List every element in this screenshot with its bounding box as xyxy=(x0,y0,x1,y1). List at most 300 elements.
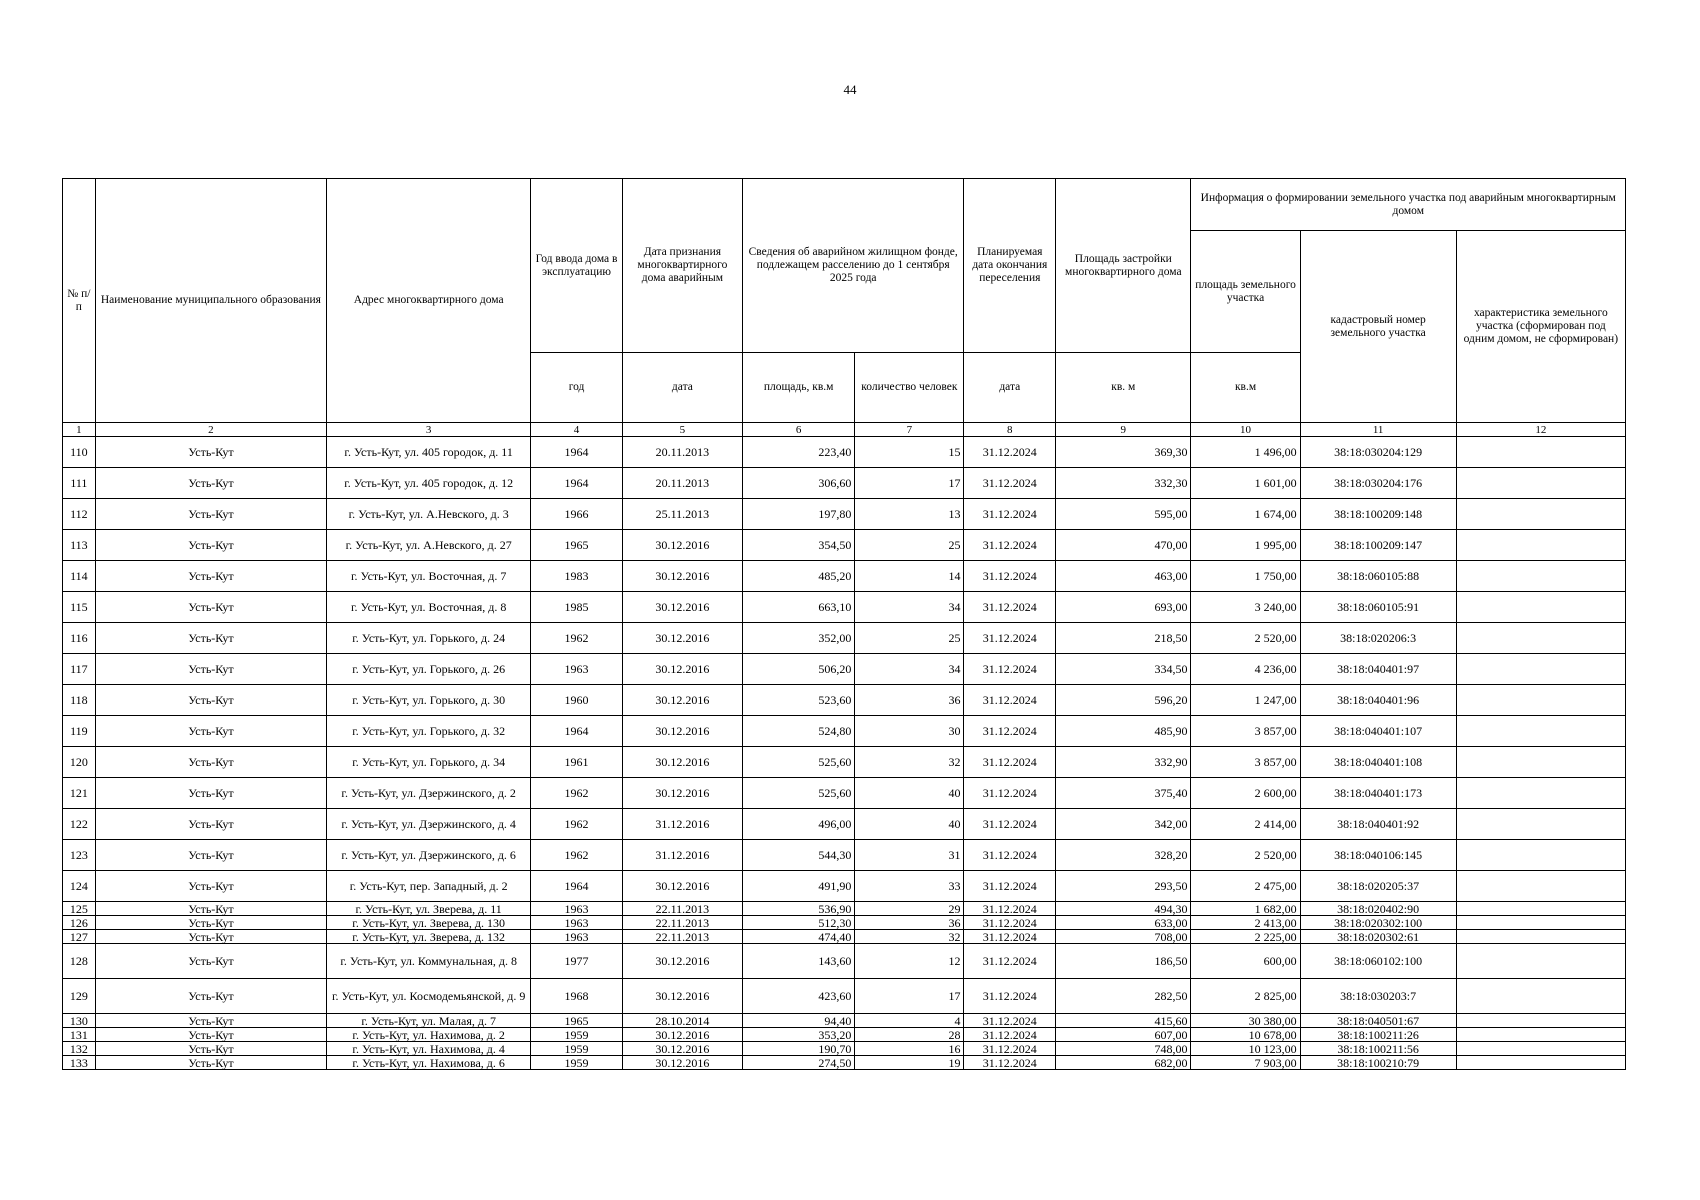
column-number: 2 xyxy=(95,423,326,437)
table-row xyxy=(63,944,1626,979)
year-cell: 1965 xyxy=(531,1014,623,1028)
land-area-cell: 2 475,00 xyxy=(1191,871,1300,902)
land-characteristic-cell xyxy=(1456,979,1625,1014)
year-cell: 1963 xyxy=(531,930,623,944)
people-cell: 4 xyxy=(855,1014,964,1028)
land-characteristic-cell xyxy=(1456,1056,1625,1070)
planned-date-cell: 31.12.2024 xyxy=(964,685,1056,716)
table-row xyxy=(63,623,1626,654)
planned-date-cell: 31.12.2024 xyxy=(964,1042,1056,1056)
people-cell: 36 xyxy=(855,916,964,930)
declared-date-cell: 30.12.2016 xyxy=(622,623,742,654)
planned-date-cell: 31.12.2024 xyxy=(964,902,1056,916)
municipality-cell: Усть-Кут xyxy=(95,902,326,916)
row-number: 121 xyxy=(63,778,96,809)
year-cell: 1962 xyxy=(531,840,623,871)
table-row xyxy=(63,1028,1626,1042)
cadastral-cell: 38:18:040501:67 xyxy=(1300,1014,1456,1028)
municipality-cell: Усть-Кут xyxy=(95,930,326,944)
cadastral-cell: 38:18:060105:91 xyxy=(1300,592,1456,623)
table-row xyxy=(63,530,1626,561)
area-cell: 525,60 xyxy=(742,778,854,809)
municipality-cell: Усть-Кут xyxy=(95,840,326,871)
area-cell: 354,50 xyxy=(742,530,854,561)
area-cell: 352,00 xyxy=(742,623,854,654)
cadastral-cell: 38:18:040401:108 xyxy=(1300,747,1456,778)
column-number: 1 xyxy=(63,423,96,437)
cadastral-cell: 38:18:020206:3 xyxy=(1300,623,1456,654)
declared-date-cell: 30.12.2016 xyxy=(622,747,742,778)
land-area-cell: 1 247,00 xyxy=(1191,685,1300,716)
people-cell: 33 xyxy=(855,871,964,902)
address-cell: г. Усть-Кут, ул. Нахимова, д. 4 xyxy=(327,1042,531,1056)
cadastral-cell: 38:18:100209:148 xyxy=(1300,499,1456,530)
year-cell: 1965 xyxy=(531,530,623,561)
people-cell: 14 xyxy=(855,561,964,592)
address-cell: г. Усть-Кут, ул. Нахимова, д. 6 xyxy=(327,1056,531,1070)
area-cell: 512,30 xyxy=(742,916,854,930)
address-cell: г. Усть-Кут, ул. Горького, д. 34 xyxy=(327,747,531,778)
people-cell: 15 xyxy=(855,437,964,468)
declared-date-cell: 22.11.2013 xyxy=(622,902,742,916)
row-number: 133 xyxy=(63,1056,96,1070)
building-area-cell: 332,30 xyxy=(1056,468,1191,499)
row-number: 131 xyxy=(63,1028,96,1042)
area-cell: 506,20 xyxy=(742,654,854,685)
building-area-cell: 369,30 xyxy=(1056,437,1191,468)
area-cell: 536,90 xyxy=(742,902,854,916)
declared-date-cell: 22.11.2013 xyxy=(622,930,742,944)
area-cell: 663,10 xyxy=(742,592,854,623)
row-number: 124 xyxy=(63,871,96,902)
people-cell: 29 xyxy=(855,902,964,916)
address-cell: г. Усть-Кут, ул. Дзержинского, д. 4 xyxy=(327,809,531,840)
row-number: 116 xyxy=(63,623,96,654)
land-characteristic-cell xyxy=(1456,468,1625,499)
cadastral-cell: 38:18:100210:79 xyxy=(1300,1056,1456,1070)
building-area-cell: 293,50 xyxy=(1056,871,1191,902)
row-number: 122 xyxy=(63,809,96,840)
area-cell: 143,60 xyxy=(742,944,854,979)
row-number: 126 xyxy=(63,916,96,930)
municipality-cell: Усть-Кут xyxy=(95,437,326,468)
declared-date-cell: 20.11.2013 xyxy=(622,468,742,499)
row-number: 111 xyxy=(63,468,96,499)
header-land-area: площадь земельного участка xyxy=(1191,231,1300,353)
municipality-cell: Усть-Кут xyxy=(95,592,326,623)
cadastral-cell: 38:18:060102:100 xyxy=(1300,944,1456,979)
cadastral-cell: 38:18:060105:88 xyxy=(1300,561,1456,592)
declared-date-cell: 31.12.2016 xyxy=(622,809,742,840)
declared-date-cell: 28.10.2014 xyxy=(622,1014,742,1028)
people-cell: 12 xyxy=(855,944,964,979)
municipality-cell: Усть-Кут xyxy=(95,561,326,592)
land-characteristic-cell xyxy=(1456,499,1625,530)
year-cell: 1961 xyxy=(531,747,623,778)
year-cell: 1983 xyxy=(531,561,623,592)
row-number: 130 xyxy=(63,1014,96,1028)
planned-date-cell: 31.12.2024 xyxy=(964,979,1056,1014)
area-cell: 474,40 xyxy=(742,930,854,944)
municipality-cell: Усть-Кут xyxy=(95,1042,326,1056)
area-cell: 274,50 xyxy=(742,1056,854,1070)
planned-date-cell: 31.12.2024 xyxy=(964,592,1056,623)
table-row xyxy=(63,468,1626,499)
unit-year: год xyxy=(531,353,623,423)
row-number: 117 xyxy=(63,654,96,685)
year-cell: 1977 xyxy=(531,944,623,979)
land-area-cell: 1 750,00 xyxy=(1191,561,1300,592)
building-area-cell: 748,00 xyxy=(1056,1042,1191,1056)
cadastral-cell: 38:18:040401:96 xyxy=(1300,685,1456,716)
building-area-cell: 485,90 xyxy=(1056,716,1191,747)
municipality-cell: Усть-Кут xyxy=(95,1014,326,1028)
table-row xyxy=(63,871,1626,902)
unit-planned-date: дата xyxy=(964,353,1056,423)
building-area-cell: 375,40 xyxy=(1056,778,1191,809)
land-characteristic-cell xyxy=(1456,623,1625,654)
building-area-cell: 415,60 xyxy=(1056,1014,1191,1028)
land-characteristic-cell xyxy=(1456,747,1625,778)
planned-date-cell: 31.12.2024 xyxy=(964,944,1056,979)
declared-date-cell: 30.12.2016 xyxy=(622,592,742,623)
table-row xyxy=(63,437,1626,468)
building-area-cell: 334,50 xyxy=(1056,654,1191,685)
area-cell: 544,30 xyxy=(742,840,854,871)
planned-date-cell: 31.12.2024 xyxy=(964,561,1056,592)
planned-date-cell: 31.12.2024 xyxy=(964,916,1056,930)
unit-area: площадь, кв.м xyxy=(742,353,854,423)
header-land-characteristic: характеристика земельного участка (сформирован под одним домом, не сформирован) xyxy=(1456,231,1625,423)
cadastral-cell: 38:18:040401:173 xyxy=(1300,778,1456,809)
table-row xyxy=(63,747,1626,778)
planned-date-cell: 31.12.2024 xyxy=(964,437,1056,468)
land-area-cell: 10 678,00 xyxy=(1191,1028,1300,1042)
cadastral-cell: 38:18:030204:176 xyxy=(1300,468,1456,499)
header-planned-date: Планируемая дата окончания переселения xyxy=(964,179,1056,353)
cadastral-cell: 38:18:030204:129 xyxy=(1300,437,1456,468)
declared-date-cell: 30.12.2016 xyxy=(622,654,742,685)
address-cell: г. Усть-Кут, ул. Зверева, д. 11 xyxy=(327,902,531,916)
people-cell: 32 xyxy=(855,930,964,944)
row-number: 119 xyxy=(63,716,96,747)
people-cell: 34 xyxy=(855,592,964,623)
people-cell: 17 xyxy=(855,979,964,1014)
cadastral-cell: 38:18:100209:147 xyxy=(1300,530,1456,561)
address-cell: г. Усть-Кут, ул. Нахимова, д. 2 xyxy=(327,1028,531,1042)
column-number: 9 xyxy=(1056,423,1191,437)
column-number: 3 xyxy=(327,423,531,437)
column-number: 11 xyxy=(1300,423,1456,437)
address-cell: г. Усть-Кут, пер. Западный, д. 2 xyxy=(327,871,531,902)
address-cell: г. Усть-Кут, ул. Космодемьянской, д. 9 xyxy=(327,979,531,1014)
people-cell: 25 xyxy=(855,530,964,561)
year-cell: 1964 xyxy=(531,716,623,747)
building-area-cell: 693,00 xyxy=(1056,592,1191,623)
row-number: 132 xyxy=(63,1042,96,1056)
building-area-cell: 682,00 xyxy=(1056,1056,1191,1070)
building-area-cell: 633,00 xyxy=(1056,916,1191,930)
people-cell: 25 xyxy=(855,623,964,654)
unit-sqm: кв. м xyxy=(1056,353,1191,423)
people-cell: 40 xyxy=(855,778,964,809)
table-row xyxy=(63,685,1626,716)
land-characteristic-cell xyxy=(1456,561,1625,592)
table-row xyxy=(63,654,1626,685)
column-number: 7 xyxy=(855,423,964,437)
address-cell: г. Усть-Кут, ул. Малая, д. 7 xyxy=(327,1014,531,1028)
year-cell: 1985 xyxy=(531,592,623,623)
row-number: 123 xyxy=(63,840,96,871)
building-area-cell: 332,90 xyxy=(1056,747,1191,778)
year-cell: 1964 xyxy=(531,871,623,902)
year-cell: 1962 xyxy=(531,623,623,654)
declared-date-cell: 30.12.2016 xyxy=(622,561,742,592)
table-row xyxy=(63,840,1626,871)
land-area-cell: 3 857,00 xyxy=(1191,747,1300,778)
building-area-cell: 596,20 xyxy=(1056,685,1191,716)
cadastral-cell: 38:18:020302:61 xyxy=(1300,930,1456,944)
year-cell: 1962 xyxy=(531,778,623,809)
municipality-cell: Усть-Кут xyxy=(95,1028,326,1042)
address-cell: г. Усть-Кут, ул. Горького, д. 24 xyxy=(327,623,531,654)
municipality-cell: Усть-Кут xyxy=(95,916,326,930)
year-cell: 1959 xyxy=(531,1056,623,1070)
people-cell: 30 xyxy=(855,716,964,747)
land-area-cell: 4 236,00 xyxy=(1191,654,1300,685)
building-area-cell: 342,00 xyxy=(1056,809,1191,840)
address-cell: г. Усть-Кут, ул. 405 городок, д. 12 xyxy=(327,468,531,499)
municipality-cell: Усть-Кут xyxy=(95,685,326,716)
table-row xyxy=(63,499,1626,530)
row-number: 125 xyxy=(63,902,96,916)
header-declared-date: Дата признания многоквартирного дома аварийным xyxy=(622,179,742,353)
area-cell: 496,00 xyxy=(742,809,854,840)
table-row xyxy=(63,592,1626,623)
address-cell: г. Усть-Кут, ул. Горького, д. 26 xyxy=(327,654,531,685)
table-row xyxy=(63,930,1626,944)
row-number: 127 xyxy=(63,930,96,944)
area-cell: 353,20 xyxy=(742,1028,854,1042)
land-characteristic-cell xyxy=(1456,592,1625,623)
municipality-cell: Усть-Кут xyxy=(95,747,326,778)
land-area-cell: 30 380,00 xyxy=(1191,1014,1300,1028)
area-cell: 524,80 xyxy=(742,716,854,747)
land-characteristic-cell xyxy=(1456,916,1625,930)
area-cell: 423,60 xyxy=(742,979,854,1014)
land-area-cell: 2 520,00 xyxy=(1191,840,1300,871)
area-cell: 94,40 xyxy=(742,1014,854,1028)
address-cell: г. Усть-Кут, ул. Дзержинского, д. 6 xyxy=(327,840,531,871)
planned-date-cell: 31.12.2024 xyxy=(964,1014,1056,1028)
header-land-info: Информация о формировании земельного участка под аварийным многоквартирным домом xyxy=(1191,179,1626,231)
planned-date-cell: 31.12.2024 xyxy=(964,840,1056,871)
building-area-cell: 607,00 xyxy=(1056,1028,1191,1042)
row-number: 129 xyxy=(63,979,96,1014)
building-area-cell: 494,30 xyxy=(1056,902,1191,916)
table-row xyxy=(63,778,1626,809)
column-number: 4 xyxy=(531,423,623,437)
table-header xyxy=(63,179,1626,437)
declared-date-cell: 30.12.2016 xyxy=(622,944,742,979)
unit-sqm-land: кв.м xyxy=(1191,353,1300,423)
planned-date-cell: 31.12.2024 xyxy=(964,1028,1056,1042)
address-cell: г. Усть-Кут, ул. Дзержинского, д. 2 xyxy=(327,778,531,809)
row-number: 114 xyxy=(63,561,96,592)
unit-date: дата xyxy=(622,353,742,423)
table-row xyxy=(63,716,1626,747)
unit-people: количество человек xyxy=(855,353,964,423)
area-cell: 523,60 xyxy=(742,685,854,716)
header-emergency-info: Сведения об аварийном жилищном фонде, подлежащем расселению до 1 сентября 2025 года xyxy=(742,179,964,353)
table-row xyxy=(63,809,1626,840)
row-number: 112 xyxy=(63,499,96,530)
cadastral-cell: 38:18:020302:100 xyxy=(1300,916,1456,930)
land-characteristic-cell xyxy=(1456,437,1625,468)
people-cell: 16 xyxy=(855,1042,964,1056)
declared-date-cell: 30.12.2016 xyxy=(622,685,742,716)
cadastral-cell: 38:18:040401:97 xyxy=(1300,654,1456,685)
municipality-cell: Усть-Кут xyxy=(95,871,326,902)
people-cell: 19 xyxy=(855,1056,964,1070)
header-building-area: Площадь застройки многоквартирного дома xyxy=(1056,179,1191,353)
cadastral-cell: 38:18:030203:7 xyxy=(1300,979,1456,1014)
people-cell: 34 xyxy=(855,654,964,685)
declared-date-cell: 22.11.2013 xyxy=(622,916,742,930)
planned-date-cell: 31.12.2024 xyxy=(964,930,1056,944)
column-number: 5 xyxy=(622,423,742,437)
address-cell: г. Усть-Кут, ул. Восточная, д. 7 xyxy=(327,561,531,592)
land-area-cell: 3 857,00 xyxy=(1191,716,1300,747)
building-area-cell: 328,20 xyxy=(1056,840,1191,871)
planned-date-cell: 31.12.2024 xyxy=(964,530,1056,561)
municipality-cell: Усть-Кут xyxy=(95,1056,326,1070)
table-row xyxy=(63,561,1626,592)
planned-date-cell: 31.12.2024 xyxy=(964,809,1056,840)
planned-date-cell: 31.12.2024 xyxy=(964,623,1056,654)
year-cell: 1964 xyxy=(531,437,623,468)
address-cell: г. Усть-Кут, ул. А.Невского, д. 3 xyxy=(327,499,531,530)
people-cell: 31 xyxy=(855,840,964,871)
column-number: 6 xyxy=(742,423,854,437)
year-cell: 1959 xyxy=(531,1042,623,1056)
area-cell: 190,70 xyxy=(742,1042,854,1056)
declared-date-cell: 30.12.2016 xyxy=(622,1028,742,1042)
land-characteristic-cell xyxy=(1456,809,1625,840)
declared-date-cell: 31.12.2016 xyxy=(622,840,742,871)
area-cell: 485,20 xyxy=(742,561,854,592)
address-cell: г. Усть-Кут, ул. Зверева, д. 130 xyxy=(327,916,531,930)
planned-date-cell: 31.12.2024 xyxy=(964,1056,1056,1070)
land-area-cell: 10 123,00 xyxy=(1191,1042,1300,1056)
land-characteristic-cell xyxy=(1456,930,1625,944)
declared-date-cell: 30.12.2016 xyxy=(622,716,742,747)
people-cell: 17 xyxy=(855,468,964,499)
page-number: 44 xyxy=(843,82,857,97)
year-cell: 1963 xyxy=(531,654,623,685)
column-numbers-row xyxy=(63,423,1626,437)
people-cell: 32 xyxy=(855,747,964,778)
row-number: 113 xyxy=(63,530,96,561)
row-number: 118 xyxy=(63,685,96,716)
declared-date-cell: 30.12.2016 xyxy=(622,530,742,561)
column-number: 8 xyxy=(964,423,1056,437)
land-area-cell: 2 600,00 xyxy=(1191,778,1300,809)
row-number: 115 xyxy=(63,592,96,623)
cadastral-cell: 38:18:100211:26 xyxy=(1300,1028,1456,1042)
people-cell: 40 xyxy=(855,809,964,840)
address-cell: г. Усть-Кут, ул. Зверева, д. 132 xyxy=(327,930,531,944)
area-cell: 491,90 xyxy=(742,871,854,902)
municipality-cell: Усть-Кут xyxy=(95,499,326,530)
building-area-cell: 218,50 xyxy=(1056,623,1191,654)
land-area-cell: 2 414,00 xyxy=(1191,809,1300,840)
declared-date-cell: 30.12.2016 xyxy=(622,979,742,1014)
land-area-cell: 1 496,00 xyxy=(1191,437,1300,468)
area-cell: 197,80 xyxy=(742,499,854,530)
municipality-cell: Усть-Кут xyxy=(95,716,326,747)
address-cell: г. Усть-Кут, ул. Горького, д. 32 xyxy=(327,716,531,747)
declared-date-cell: 25.11.2013 xyxy=(622,499,742,530)
table-body xyxy=(63,437,1626,1070)
municipality-cell: Усть-Кут xyxy=(95,944,326,979)
land-area-cell: 3 240,00 xyxy=(1191,592,1300,623)
declared-date-cell: 30.12.2016 xyxy=(622,871,742,902)
area-cell: 223,40 xyxy=(742,437,854,468)
header-commission-year: Год ввода дома в эксплуатацию xyxy=(531,179,623,353)
municipality-cell: Усть-Кут xyxy=(95,468,326,499)
year-cell: 1963 xyxy=(531,916,623,930)
land-area-cell: 2 413,00 xyxy=(1191,916,1300,930)
address-cell: г. Усть-Кут, ул. 405 городок, д. 11 xyxy=(327,437,531,468)
year-cell: 1968 xyxy=(531,979,623,1014)
land-characteristic-cell xyxy=(1456,944,1625,979)
cadastral-cell: 38:18:100211:56 xyxy=(1300,1042,1456,1056)
land-characteristic-cell xyxy=(1456,840,1625,871)
building-area-cell: 186,50 xyxy=(1056,944,1191,979)
land-characteristic-cell xyxy=(1456,654,1625,685)
land-area-cell: 7 903,00 xyxy=(1191,1056,1300,1070)
column-number: 10 xyxy=(1191,423,1300,437)
planned-date-cell: 31.12.2024 xyxy=(964,747,1056,778)
row-number: 128 xyxy=(63,944,96,979)
year-cell: 1960 xyxy=(531,685,623,716)
municipality-cell: Усть-Кут xyxy=(95,623,326,654)
emergency-housing-table xyxy=(62,178,1626,1070)
address-cell: г. Усть-Кут, ул. А.Невского, д. 27 xyxy=(327,530,531,561)
land-characteristic-cell xyxy=(1456,530,1625,561)
header-municipality: Наименование муниципального образования xyxy=(95,179,326,423)
cadastral-cell: 38:18:020402:90 xyxy=(1300,902,1456,916)
planned-date-cell: 31.12.2024 xyxy=(964,499,1056,530)
table-row xyxy=(63,916,1626,930)
land-characteristic-cell xyxy=(1456,685,1625,716)
planned-date-cell: 31.12.2024 xyxy=(964,778,1056,809)
land-area-cell: 1 995,00 xyxy=(1191,530,1300,561)
table-row xyxy=(63,1056,1626,1070)
table-row xyxy=(63,1042,1626,1056)
land-area-cell: 600,00 xyxy=(1191,944,1300,979)
column-number: 12 xyxy=(1456,423,1625,437)
building-area-cell: 470,00 xyxy=(1056,530,1191,561)
cadastral-cell: 38:18:040106:145 xyxy=(1300,840,1456,871)
row-number: 110 xyxy=(63,437,96,468)
area-cell: 306,60 xyxy=(742,468,854,499)
cadastral-cell: 38:18:040401:92 xyxy=(1300,809,1456,840)
year-cell: 1962 xyxy=(531,809,623,840)
land-characteristic-cell xyxy=(1456,1042,1625,1056)
municipality-cell: Усть-Кут xyxy=(95,778,326,809)
